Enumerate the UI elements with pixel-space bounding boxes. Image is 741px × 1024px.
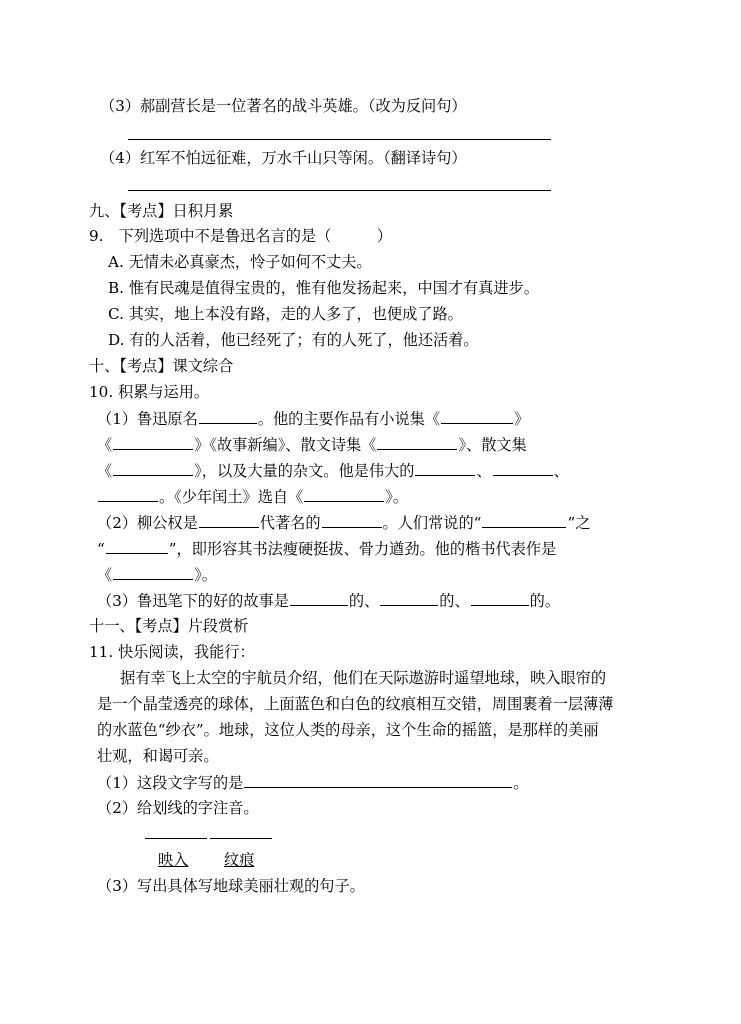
text: 的、 — [348, 592, 380, 610]
fill-blank[interactable] — [244, 771, 512, 788]
q10-line5 — [97, 511, 590, 534]
fill-blank[interactable] — [482, 511, 566, 528]
fill-blank[interactable] — [322, 511, 382, 528]
text: （2）柳公权是 — [97, 514, 198, 532]
passage-line: 壮观，和谒可亲。 — [97, 747, 219, 765]
fill-blank[interactable] — [199, 407, 257, 424]
text: 《 — [97, 462, 113, 480]
q11-sub2: （2）给划线的字注音。 — [97, 799, 259, 817]
text: 、 — [476, 462, 492, 480]
q11-sub1 — [97, 771, 529, 794]
text: 代著名的 — [259, 514, 321, 532]
fill-blank[interactable] — [199, 511, 259, 528]
fill-blank[interactable] — [98, 485, 158, 502]
passage-line: 是一个晶莹透亮的球体，上面蓝色和白色的纹痕相互交错，周围裹着一层薄薄 — [97, 695, 614, 713]
fill-blank[interactable] — [113, 433, 193, 450]
section-9-heading: 九、【考点】日积月累 — [89, 202, 234, 220]
text: （1）鲁迅原名 — [97, 410, 198, 428]
fill-blank[interactable] — [290, 589, 348, 606]
q10-line6 — [97, 537, 556, 560]
option-d: D. 有的人活着，他已经死了；有的人死了，他还活着。 — [108, 331, 479, 349]
option-c: C. 其实，地上本没有路，走的人多了，也便成了路。 — [108, 305, 463, 323]
question-10: 10. 积累与运用。 — [89, 383, 210, 401]
q8-item4: （4）红军不怕远征难，万水千山只等闲。（翻译诗句） — [100, 149, 467, 167]
word-wenhen: 纹痕 — [224, 851, 255, 869]
option-b: B. 惟有民魂是值得宝贵的，惟有他发扬起来，中国才有真进步。 — [108, 279, 539, 297]
text: 》。 — [194, 566, 217, 584]
section-11-heading: 十一、【考点】片段赏析 — [89, 617, 249, 635]
answer-line[interactable] — [128, 139, 551, 140]
text: 》，以及大量的杂文。他是伟大的 — [194, 462, 415, 480]
text: ”之 — [567, 514, 591, 532]
text: 的、 — [439, 592, 470, 610]
fill-blank[interactable] — [377, 433, 457, 450]
q10-line3 — [97, 459, 569, 482]
section-10-heading: 十、【考点】课文综合 — [89, 357, 234, 375]
text: “ — [97, 540, 105, 558]
fill-blank[interactable] — [415, 459, 475, 476]
text: （1）这段文字写的是 — [97, 774, 244, 792]
q10-line1 — [97, 407, 529, 430]
text: 》《故事新编》、散文诗集《 — [194, 436, 377, 454]
fill-blank[interactable] — [304, 485, 384, 502]
text: 。人们常说的“ — [382, 514, 482, 532]
word-yingru: 映入 — [158, 851, 189, 869]
pinyin-blank[interactable] — [145, 838, 207, 839]
text: 》、散文集 — [458, 436, 527, 454]
fill-blank[interactable] — [441, 407, 513, 424]
q11-sub3: （3）写出具体写地球美丽壮观的句子。 — [97, 877, 365, 895]
fill-blank[interactable] — [113, 459, 193, 476]
q10-line4 — [97, 485, 408, 508]
text: 的。 — [529, 592, 561, 610]
text: 。《少年闰土》选自《 — [159, 488, 304, 506]
fill-blank[interactable] — [471, 589, 529, 606]
q10-line7 — [97, 563, 217, 586]
text: 》。 — [385, 488, 409, 506]
q10-line2 — [97, 433, 527, 456]
q10-line8 — [97, 589, 560, 612]
fill-blank[interactable] — [493, 459, 553, 476]
q8-item3: （3）郝副营长是一位著名的战斗英雄。（改为反问句） — [100, 97, 467, 115]
fill-blank[interactable] — [380, 589, 438, 606]
option-a: A. 无情未必真豪杰，怜子如何不丈夫。 — [108, 253, 372, 271]
question-9: 9. 下列选项中不是鲁迅名言的是（ ） — [89, 227, 393, 245]
passage-line: 据有幸飞上太空的宇航员介绍，他们在天际遨游时遥望地球，映入眼帘的 — [120, 669, 606, 687]
text: 《 — [97, 436, 113, 454]
text: （3）鲁迅笔下的好的故事是 — [97, 592, 289, 610]
fill-blank[interactable] — [113, 563, 193, 580]
text: 、 — [553, 462, 569, 480]
text: 。 — [513, 774, 529, 792]
text: 。他的主要作品有小说集《 — [257, 410, 441, 428]
text: ”，即形容其书法瘦硬挺拔、骨力遒劲。他的楷书代表作是 — [168, 540, 557, 558]
pinyin-blank[interactable] — [210, 838, 272, 839]
text: 》 — [514, 410, 530, 428]
passage-line: 的水蓝色“纱衣”。地球，这位人类的母亲，这个生命的摇篮，是那样的美丽 — [97, 721, 599, 739]
answer-line[interactable] — [128, 190, 551, 191]
question-11: 11. 快乐阅读，我能行： — [89, 643, 255, 661]
fill-blank[interactable] — [106, 537, 168, 554]
text: 《 — [97, 566, 113, 584]
